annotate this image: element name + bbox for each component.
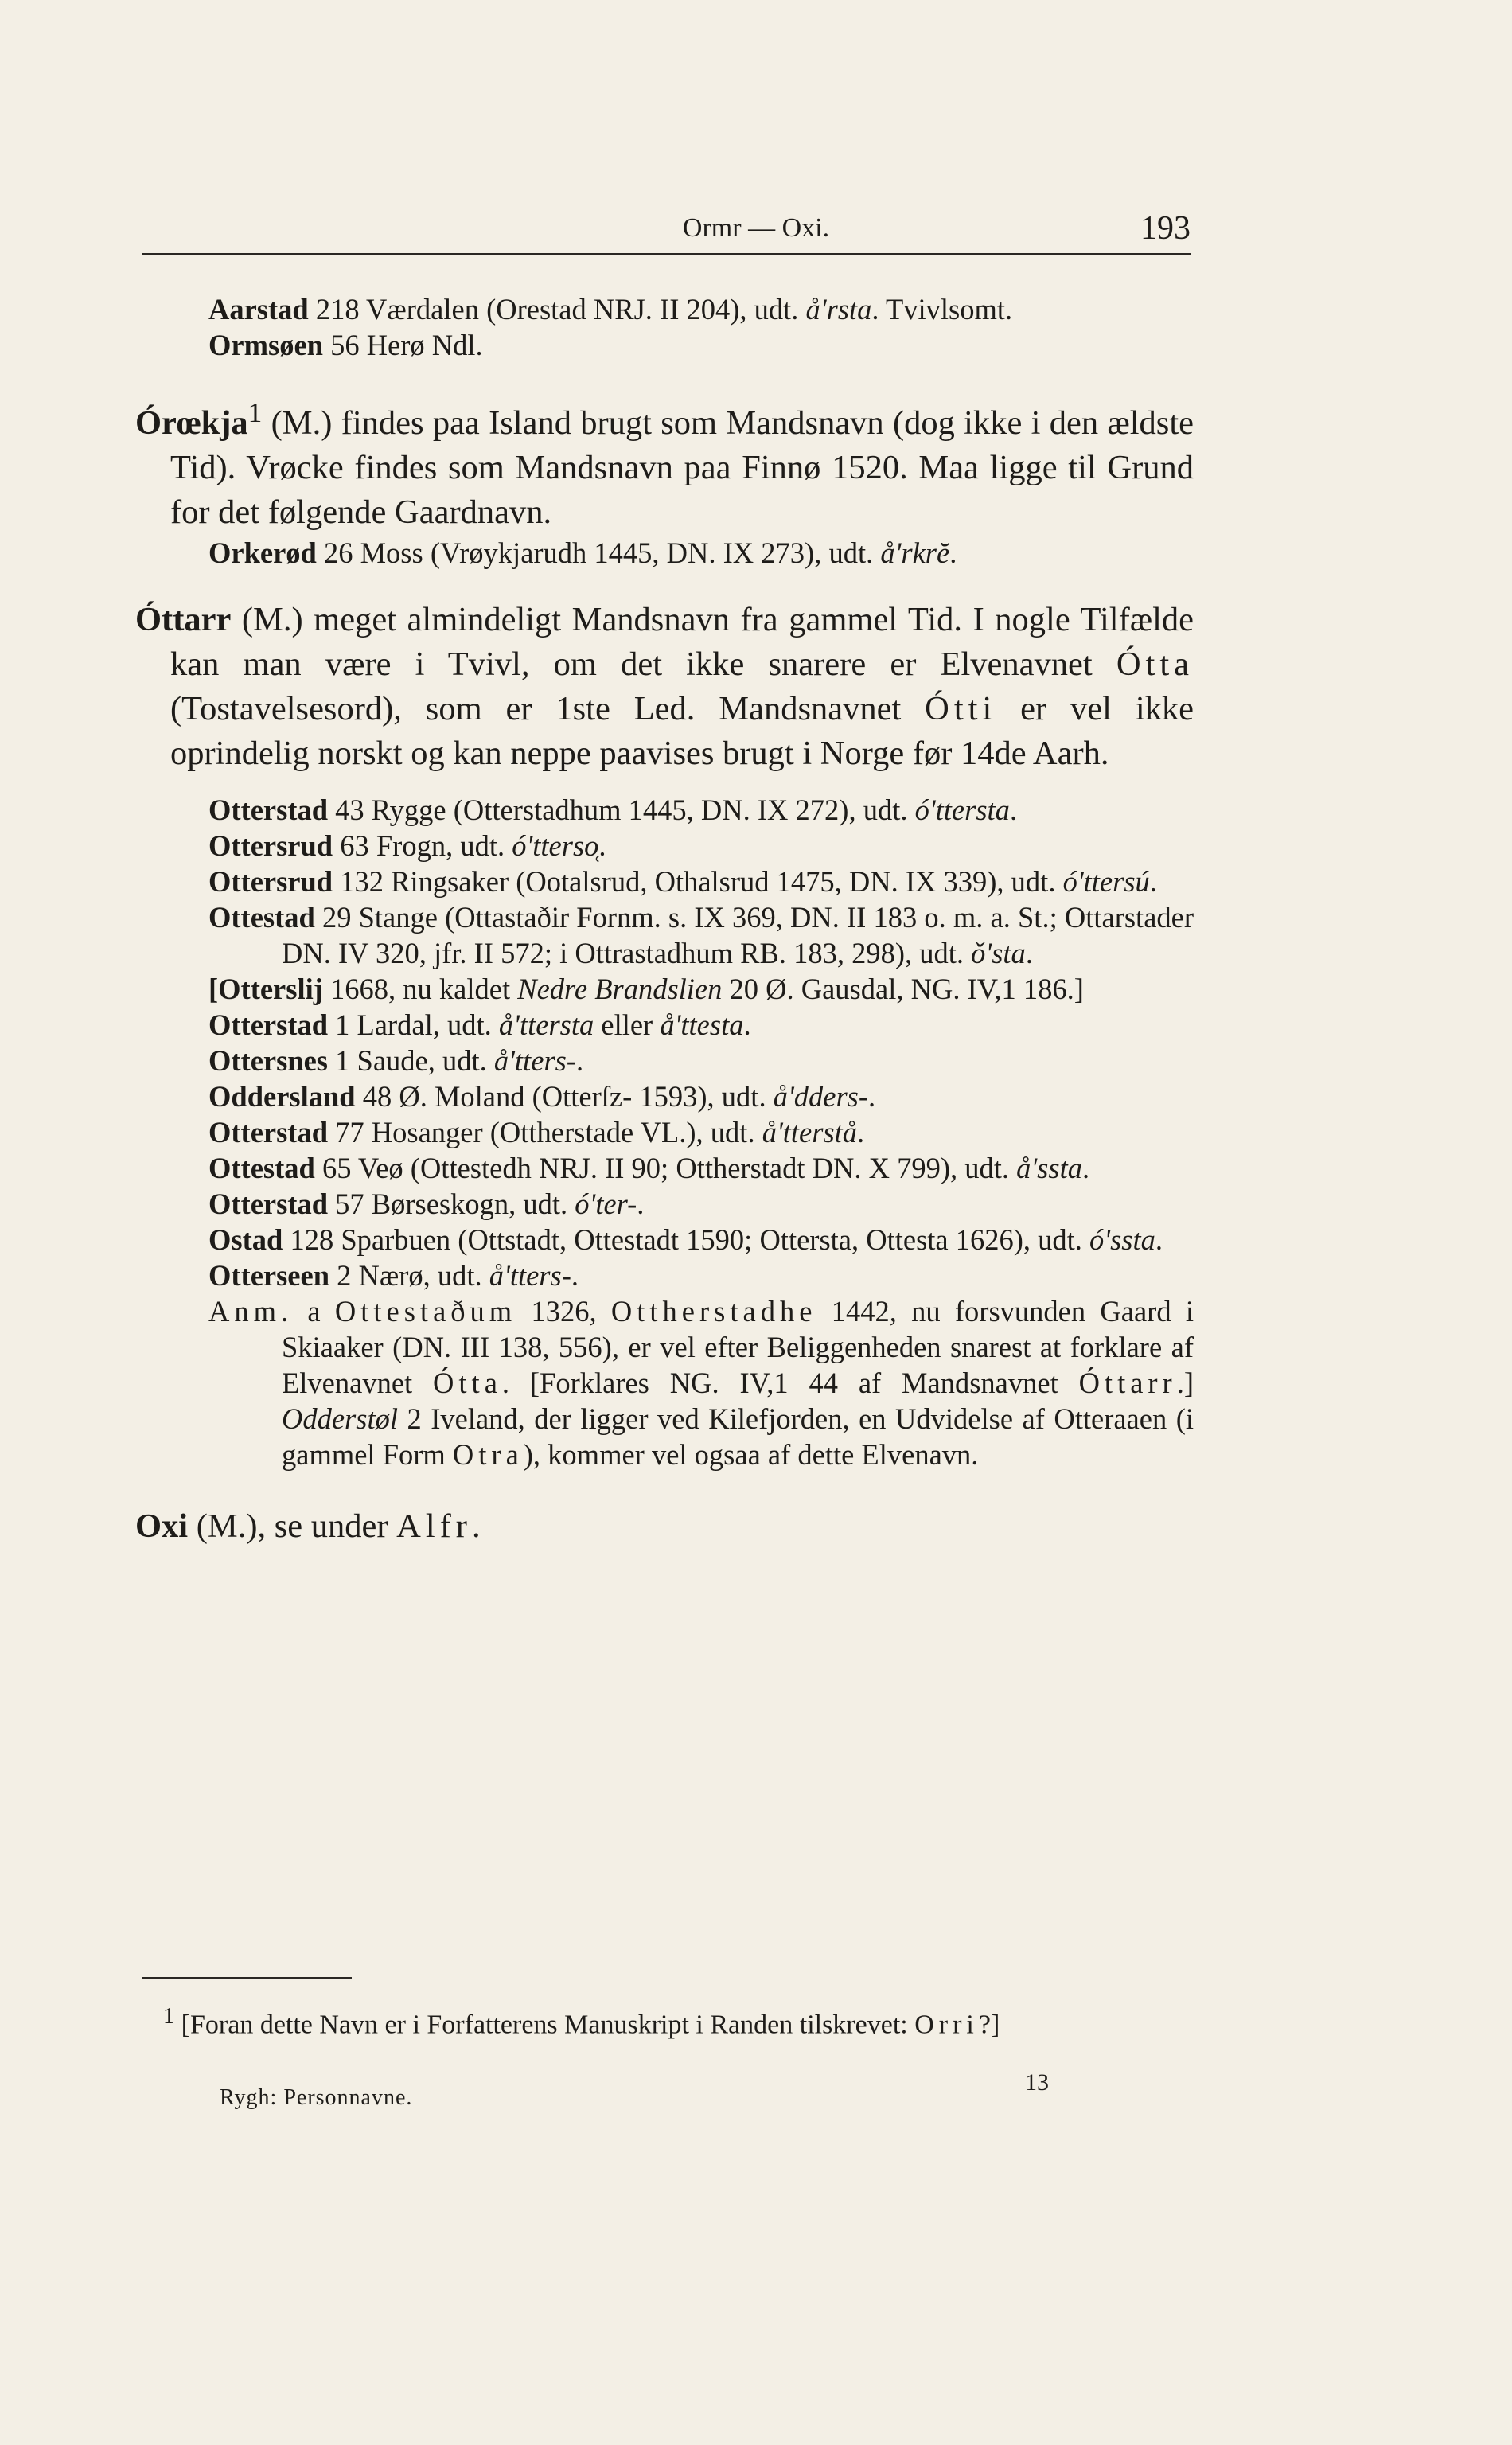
entry-text: 2 Nærø, udt. (329, 1259, 489, 1293)
footnote-ref: 1 (247, 396, 263, 428)
footnote-tail: ?] (978, 2010, 1000, 2040)
sub-entry (208, 792, 1194, 828)
spaced-name: Otra (452, 1438, 524, 1472)
sub-entry (208, 327, 1194, 363)
sub-entry (208, 1150, 1194, 1186)
spaced-name: Óttarr (1078, 1367, 1177, 1400)
pronunciation: å'tters- (493, 1044, 576, 1078)
spaced-name: Ottestaðum (334, 1295, 517, 1328)
entry-lemma: Otterstad (208, 1008, 329, 1042)
entry-lemma: Ostad (208, 1223, 283, 1257)
pronunciation: ó'ter- (575, 1187, 637, 1221)
entry-text: . (575, 1044, 584, 1078)
entry-lemma: Otterstad (208, 1116, 329, 1149)
entry-text: 57 Børseskogn, udt. (328, 1187, 575, 1221)
entry-text: .] (1176, 1367, 1194, 1400)
sub-entry (208, 1078, 1194, 1114)
entry-text: 1442, nu forsvunden Gaard i Skiaaker (DN. III 138, 556), er vel efter Beliggenheden snarest at forklare af Elvenavnet (282, 1295, 1194, 1400)
pronunciation: ó'ssta (1089, 1223, 1155, 1257)
entry-lemma: Aarstad (208, 293, 309, 326)
running-head: Ormr — Oxi. (682, 213, 830, 243)
entry-lemma: Ottersrud (208, 865, 333, 899)
entry-text: 65 Veø (Ottestedh NRJ. II 90; Ottherstadt DN. X 799), udt. (314, 1152, 1017, 1185)
pronunciation: ó'ttersú (1062, 865, 1150, 899)
spaced-name: Ottherstadhe (610, 1295, 817, 1328)
pronunciation: ó'tterso̜ (512, 829, 599, 863)
footnote-marker: 1 (163, 2004, 175, 2029)
entry-lemma: Ottersrud (208, 829, 333, 863)
entry-text: . (1149, 865, 1157, 899)
sub-entry (208, 1186, 1194, 1222)
entry-text: er vel ikke oprindelig norskt og kan neppe paavises brugt i Norge før 14de Aarh. (170, 690, 1194, 773)
pronunciation: ǒ'sta (971, 937, 1026, 970)
entry-text: . (868, 1080, 876, 1113)
entry-text: 56 Herø Ndl. (322, 329, 483, 361)
entry-text: (M.) findes paa Island brugt som Mandsnavn (dog ikke i den ældste Tid). Vrøcke findes som Mandsnavn paa Finnø 1520. Maa ligge til Grund for det følgende Gaardnavn. (170, 404, 1194, 532)
entry-text: 29 Stange (Ottastaðir Fornm. s. IX 369, DN. II 183 o. m. a. St.; Ottarstader DN. IV 320, jfr. II 572; i Ottrastadhum RB. 183, 298), udt. (282, 901, 1194, 970)
entry-text: 1 Saude, udt. (328, 1044, 494, 1078)
entry-text: 1668, nu kaldet (322, 973, 518, 1006)
entry-text: . (598, 829, 606, 863)
pronunciation: å'dders- (773, 1080, 869, 1113)
signature-name: Rygh: Personnavne. (220, 2085, 413, 2110)
entry-text: . (471, 1507, 481, 1546)
entry-lemma: Ormsøen (208, 329, 323, 361)
pronunciation: å'rkrĕ (880, 536, 950, 570)
entry-text: (Tostavelsesord), som er 1ste Led. Mandsnavnet (170, 690, 926, 728)
entry-text: (M.), se under (188, 1507, 397, 1546)
sub-entry (208, 1258, 1194, 1293)
entry-text: 43 Rygge (Otterstadhum 1445, DN. IX 272), udt. (328, 794, 915, 827)
entry-text: . [Forklares NG. IV,1 44 af Mandsnavnet (501, 1367, 1079, 1400)
footnote-text: [Foran dette Navn er i Forfatterens Manuskript i Randen tilskrevet: (181, 2010, 915, 2040)
pronunciation: å'rsta (805, 293, 872, 326)
sub-entry (208, 1043, 1194, 1078)
sub-entry (208, 971, 1194, 1007)
footnote-rule (142, 1977, 352, 1979)
entry-lemma: Otterseen (208, 1259, 330, 1293)
pronunciation: å'ttesta (660, 1008, 744, 1042)
sub-entry (208, 899, 1194, 971)
entry-text: eller (594, 1008, 661, 1042)
entry-text: 2 Iveland, der ligger ved Kilefjorden, en Udvidelse af Otteraaen (i gammel Form (282, 1402, 1194, 1472)
entry-text: ), kommer vel ogsaa af dette Elvenavn. (523, 1438, 979, 1472)
entry-text: 20 Ø. Gausdal, NG. IV,1 186.] (722, 973, 1084, 1006)
entry-text: . (1009, 794, 1018, 827)
sub-entry (208, 535, 1194, 571)
footnote-spaced: Orri (914, 2010, 979, 2040)
spaced-name: Ótta (433, 1367, 502, 1400)
sub-entry (208, 864, 1194, 899)
entry-text: . Tvivlsomt. (871, 293, 1013, 326)
page-number: 193 (1140, 210, 1191, 247)
main-entry (135, 598, 1194, 776)
entry-lemma: Ottestad (208, 901, 315, 934)
entry-lemma: Óttarr (135, 601, 232, 639)
header-rule (142, 253, 1191, 255)
entry-text: 1326, (516, 1295, 611, 1328)
pronunciation: å'tterstå (762, 1116, 858, 1149)
entry-lemma: Ottestad (208, 1152, 315, 1185)
entry-lemma: Otterstad (208, 794, 329, 827)
annotation-label: Anm. (208, 1295, 294, 1328)
pronunciation: ó'ttersta (914, 794, 1010, 827)
entry-lemma: Oxi (135, 1507, 189, 1546)
entry-lemma: Órœkja (135, 404, 248, 443)
entry-text: 26 Moss (Vrøykjarudh 1445, DN. IX 273), udt. (316, 536, 881, 570)
main-entry (135, 390, 1194, 535)
spaced-name: Ótti (925, 690, 997, 728)
entry-lemma: Ottersnes (208, 1044, 329, 1078)
entries-body (135, 291, 1194, 1549)
pronunciation: å'tters- (489, 1259, 571, 1293)
annotation-entry (208, 1293, 1194, 1472)
entry-lemma: Oddersland (208, 1080, 356, 1113)
spaced-name: Alfr (396, 1507, 472, 1546)
place-name: Odderstøl (282, 1402, 398, 1436)
pronunciation: Nedre Brandslien (517, 973, 723, 1006)
entry-lemma: Orkerød (208, 536, 317, 570)
entry-text: . (1025, 937, 1033, 970)
sub-entry (208, 1222, 1194, 1258)
entry-text: a (293, 1295, 335, 1328)
sheet-number: 13 (1025, 2069, 1049, 2096)
entry-text: (M.) meget almindeligt Mandsnavn fra gammel Tid. I nogle Tilfælde kan man være i Tvivl, om det ikke snarere er Elvenavnet (170, 601, 1194, 684)
entry-gap (135, 571, 1194, 598)
entry-lemma: [Otterslij (208, 973, 323, 1006)
spaced-name: Ótta (1116, 645, 1194, 684)
entry-text: 128 Sparbuen (Ottstadt, Ottestadt 1590; Ottersta, Ottesta 1626), udt. (283, 1223, 1090, 1257)
entry-gap (135, 363, 1194, 390)
entry-text: 218 Værdalen (Orestad NRJ. II 204), udt. (308, 293, 806, 326)
sub-entry (208, 1114, 1194, 1150)
entry-lemma: Otterstad (208, 1187, 329, 1221)
pronunciation: å'ttersta (498, 1008, 594, 1042)
entry-text: 1 Lardal, udt. (328, 1008, 499, 1042)
sub-entry (208, 1007, 1194, 1043)
entry-text: 77 Hosanger (Ottherstade VL.), udt. (328, 1116, 762, 1149)
entry-text: . (857, 1116, 865, 1149)
sub-entry (208, 828, 1194, 864)
entry-text: 63 Frogn, udt. (333, 829, 512, 863)
entry-text: . (949, 536, 957, 570)
entry-gap (135, 776, 1194, 792)
main-entry (135, 1504, 1194, 1549)
entry-text: 48 Ø. Moland (Otterſz- 1593), udt. (355, 1080, 774, 1113)
sub-entry (208, 291, 1194, 327)
entry-text: . (1155, 1223, 1163, 1257)
entry-gap (135, 1472, 1194, 1504)
entry-text: . (571, 1259, 579, 1293)
footnote (163, 1999, 1190, 2042)
entry-text: . (1081, 1152, 1090, 1185)
pronunciation: å'ssta (1016, 1152, 1082, 1185)
entry-text: . (743, 1008, 751, 1042)
entry-text: 132 Ringsaker (Ootalsrud, Othalsrud 1475, DN. IX 339), udt. (333, 865, 1063, 899)
entry-text: . (637, 1187, 645, 1221)
